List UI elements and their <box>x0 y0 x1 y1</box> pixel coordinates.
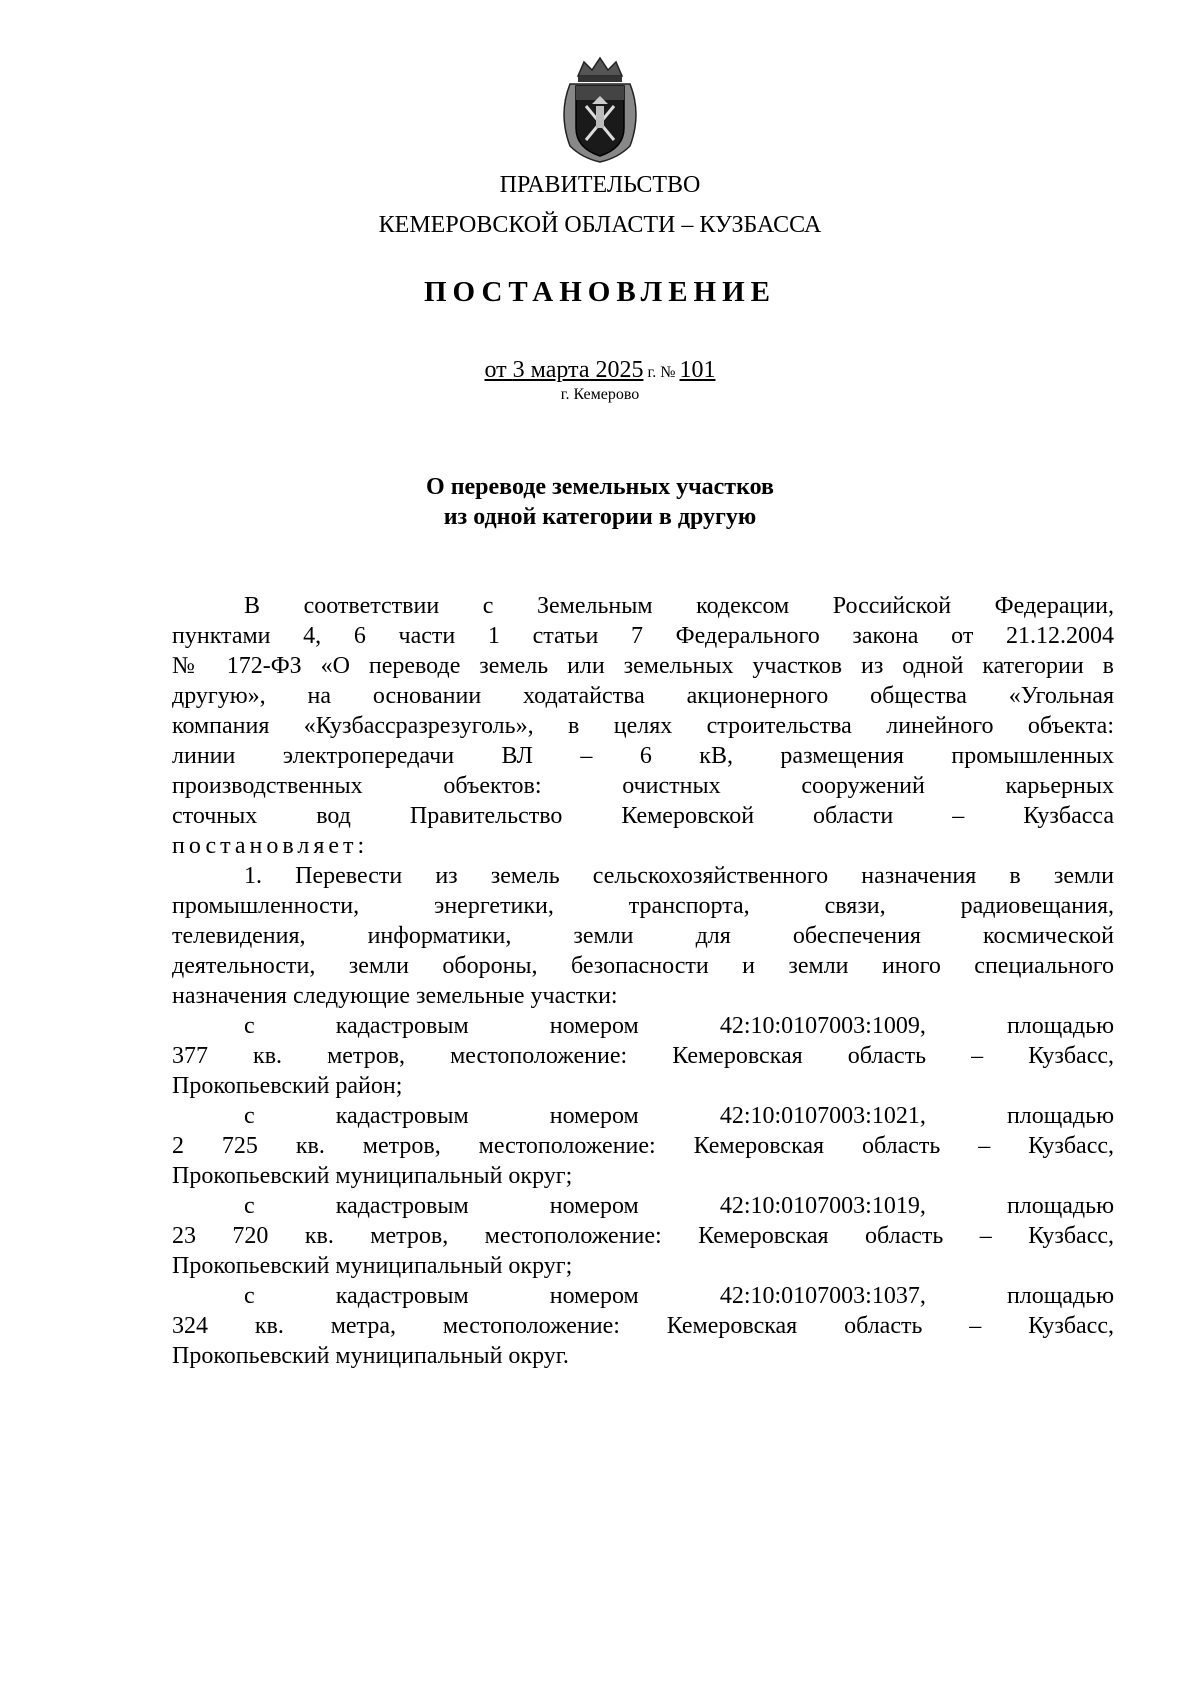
body-line: с кадастровым номером 42:10:0107003:1009, площадью <box>244 1013 1114 1039</box>
city: г. Кемерово <box>560 386 640 403</box>
number-sign: № <box>660 364 680 381</box>
government-name-line1: ПРАВИТЕЛЬСТВО <box>499 172 701 198</box>
document-type: ПОСТАНОВЛЕНИЕ <box>423 276 776 308</box>
document-body <box>172 591 1114 1371</box>
document-number: 101 <box>679 357 716 383</box>
body-line: компания «Кузбассразрезуголь», в целях строительства линейного объекта: <box>172 713 1114 739</box>
body-line: с кадастровым номером 42:10:0107003:1037, площадью <box>244 1283 1114 1309</box>
body-line: 324 кв. метра, местоположение: Кемеровская область – Кузбасс, <box>172 1313 1114 1339</box>
body-line: с кадастровым номером 42:10:0107003:1021, площадью <box>244 1103 1114 1129</box>
body-line: 1. Перевести из земель сельскохозяйственного назначения в земли <box>244 863 1114 889</box>
body-line: с кадастровым номером 42:10:0107003:1019, площадью <box>244 1193 1114 1219</box>
body-line: Прокопьевский муниципальный округ; <box>172 1253 573 1279</box>
date-prefix: от <box>484 357 513 383</box>
body-line: Прокопьевский район; <box>172 1073 403 1099</box>
body-line: пунктами 4, 6 части 1 статьи 7 Федерального закона от 21.12.2004 <box>172 623 1114 649</box>
body-line: другую», на основании ходатайства акционерного общества «Угольная <box>172 683 1114 709</box>
subject-line2: из одной категории в другую <box>443 504 757 530</box>
government-name-line2: КЕМЕРОВСКОЙ ОБЛАСТИ – КУЗБАССА <box>378 212 822 238</box>
body-line: линии электропередачи ВЛ – 6 кВ, размещения промышленных <box>172 743 1114 769</box>
date-number-line <box>0 356 1200 387</box>
subject-line1: О переводе земельных участков <box>426 474 774 500</box>
body-line: № 172-ФЗ «О переводе земель или земельных участков из одной категории в <box>172 653 1114 679</box>
document-date: 3 марта 2025 <box>512 357 644 383</box>
body-line: производственных объектов: очистных сооружений карьерных <box>172 773 1114 799</box>
body-line: постановляет: <box>172 833 369 859</box>
body-line: Прокопьевский муниципальный округ; <box>172 1163 573 1189</box>
body-line: телевидения, информатики, земли для обеспечения космической <box>172 923 1114 949</box>
body-line: деятельности, земли обороны, безопасности и земли иного специального <box>172 953 1114 979</box>
body-line: 377 кв. метров, местоположение: Кемеровская область – Кузбасс, <box>172 1043 1114 1069</box>
body-line: назначения следующие земельные участки: <box>172 983 618 1009</box>
body-line: Прокопьевский муниципальный округ. <box>172 1343 569 1369</box>
body-line: В соответствии с Земельным кодексом Российской Федерации, <box>244 593 1114 619</box>
body-line: 2 725 кв. метров, местоположение: Кемеровская область – Кузбасс, <box>172 1133 1114 1159</box>
body-line: промышленности, энергетики, транспорта, связи, радиовещания, <box>172 893 1114 919</box>
body-line: сточных вод Правительство Кемеровской области – Кузбасса <box>172 803 1114 829</box>
body-line: 23 720 кв. метров, местоположение: Кемеровская область – Кузбасс, <box>172 1223 1114 1249</box>
year-suffix: г. <box>643 364 661 381</box>
coat-of-arms-icon <box>556 54 644 164</box>
document-subject <box>0 472 1200 532</box>
